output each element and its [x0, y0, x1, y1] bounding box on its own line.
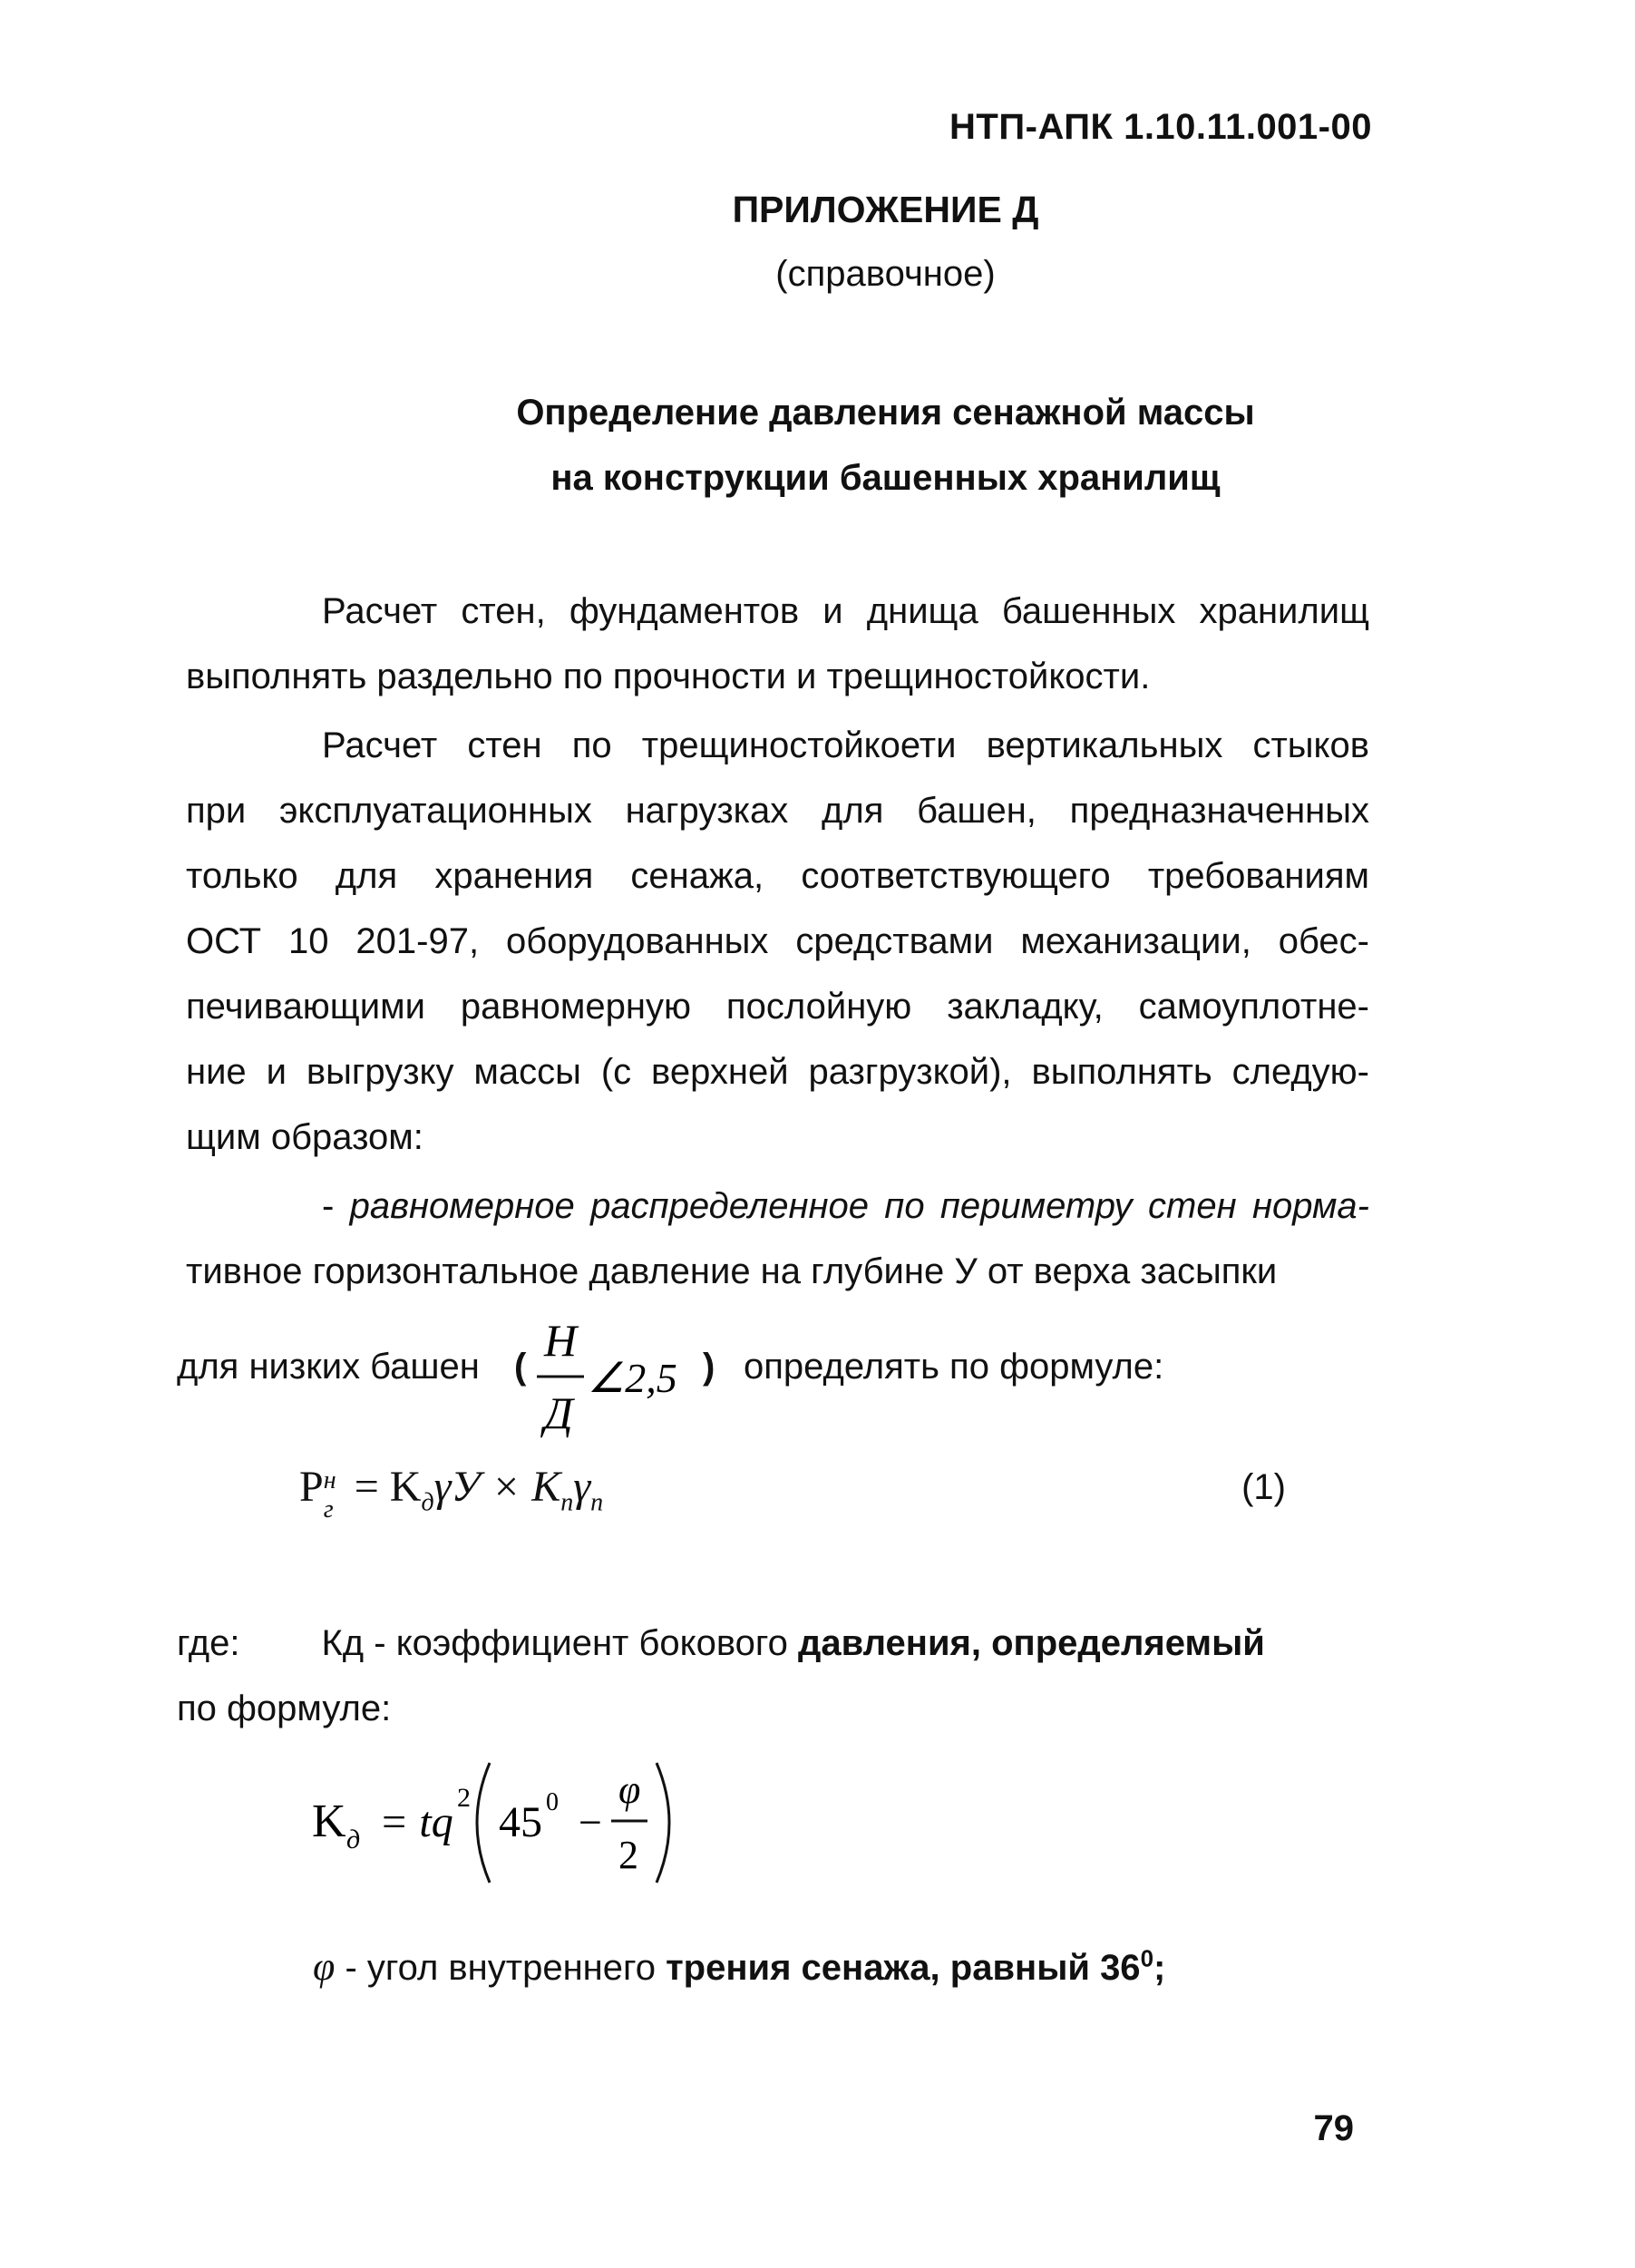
formula2-lhs-sub: д	[346, 1825, 361, 1854]
formula-sub: д	[421, 1488, 434, 1517]
where-line	[177, 1623, 1265, 1664]
document-code: НТП-АПК 1.10.11.001-00	[949, 107, 1372, 147]
formula2-minus: −	[579, 1799, 602, 1845]
formula-sub: n	[590, 1488, 604, 1517]
open-paren: (	[514, 1347, 527, 1387]
fraction-numerator: H	[544, 1315, 578, 1366]
formula2-denominator: 2	[618, 1833, 638, 1877]
formula-equals: = K	[354, 1463, 422, 1511]
phi-end: ;	[1153, 1948, 1166, 1988]
relation-value: ∠2,5	[588, 1355, 677, 1401]
appendix-title: ПРИЛОЖЕНИЕ Д	[732, 189, 1039, 230]
paragraph-3	[186, 1173, 1369, 1304]
equation-number: (1)	[1241, 1467, 1286, 1507]
paragraph-line: ОСТ 10 201-97, оборудованных средствами механизации, обес-	[186, 921, 1369, 961]
formula-2	[308, 1750, 716, 1895]
where-line-2: по формуле:	[177, 1689, 392, 1728]
appendix-subtitle: (справочное)	[775, 254, 996, 294]
where-label: где:	[177, 1623, 240, 1663]
list-dash: -	[322, 1186, 350, 1226]
page-number: 79	[1313, 2108, 1354, 2148]
phi-symbol: φ	[313, 1944, 336, 1989]
formula2-tq: = tq	[379, 1798, 453, 1846]
height-condition	[177, 1306, 1192, 1442]
formula2-angle: 45	[499, 1798, 542, 1846]
condition-text-before: для низких башен	[177, 1347, 480, 1387]
paragraph-line: при эксплуатационных нагрузках для башен, предназначенных	[186, 791, 1369, 831]
formula2-degree: 0	[546, 1788, 559, 1816]
formula2-power: 2	[457, 1783, 471, 1813]
paragraph-line: печивающими равномерную послойную закладку, самоуплотне-	[186, 987, 1369, 1027]
where-text-bold: давления, определяемый	[797, 1623, 1265, 1663]
paragraph-line	[186, 1173, 1369, 1239]
phi-degree: 0	[1140, 1944, 1154, 1972]
formula-lhs-sup: н	[323, 1466, 336, 1494]
formula-lhs: P	[299, 1463, 324, 1511]
close-paren: )	[703, 1347, 715, 1387]
phi-definition	[313, 1943, 1165, 1990]
section-title-line-2: на конструкции башенных хранилищ	[550, 458, 1221, 498]
paragraph-line: выполнять раздельно по прочности и трещиностойкости.	[186, 657, 1151, 696]
right-parenthesis	[657, 1763, 669, 1883]
formula2-numerator: φ	[618, 1767, 641, 1812]
section-title-line-1: Определение давления сенажной массы	[516, 393, 1255, 433]
italic-text: равномерное распределенное по периметру стен норма-	[349, 1186, 1369, 1226]
phi-text-bold: трения сенажа, равный 36	[666, 1948, 1141, 1988]
formula2-lhs: K	[312, 1796, 346, 1847]
where-text: Кд - коэффициент бокового	[321, 1623, 798, 1663]
paragraph-line: Расчет стен, фундаментов и днища башенных хранилищ	[322, 591, 1369, 631]
paragraph-line: ние и выгрузку массы (с верхней разгрузкой), выполнять следую-	[186, 1052, 1369, 1092]
paragraph-2	[186, 713, 1369, 1170]
formula-sub: n	[560, 1488, 574, 1517]
paragraph-line: тивное горизонтальное давление на глубине У от верха засыпки	[186, 1251, 1278, 1291]
paragraph-line: щим образом:	[186, 1117, 423, 1157]
paragraph-1	[186, 579, 1369, 709]
phi-text: - угол внутреннего	[335, 1948, 667, 1988]
formula-gamma: γ	[573, 1463, 591, 1511]
formula-lhs-sub: г	[323, 1495, 334, 1523]
left-parenthesis	[477, 1763, 490, 1883]
formula-1	[299, 1462, 604, 1523]
paragraph-line: только для хранения сенажа, соответствующего требованиям	[186, 856, 1369, 896]
formula-mid: γУ × K	[433, 1463, 561, 1511]
fraction-denominator: Д	[544, 1387, 573, 1438]
condition-text-after: определять по формуле:	[744, 1347, 1164, 1387]
paragraph-line: Расчет стен по трещиностойкоети вертикальных стыков	[322, 725, 1369, 765]
